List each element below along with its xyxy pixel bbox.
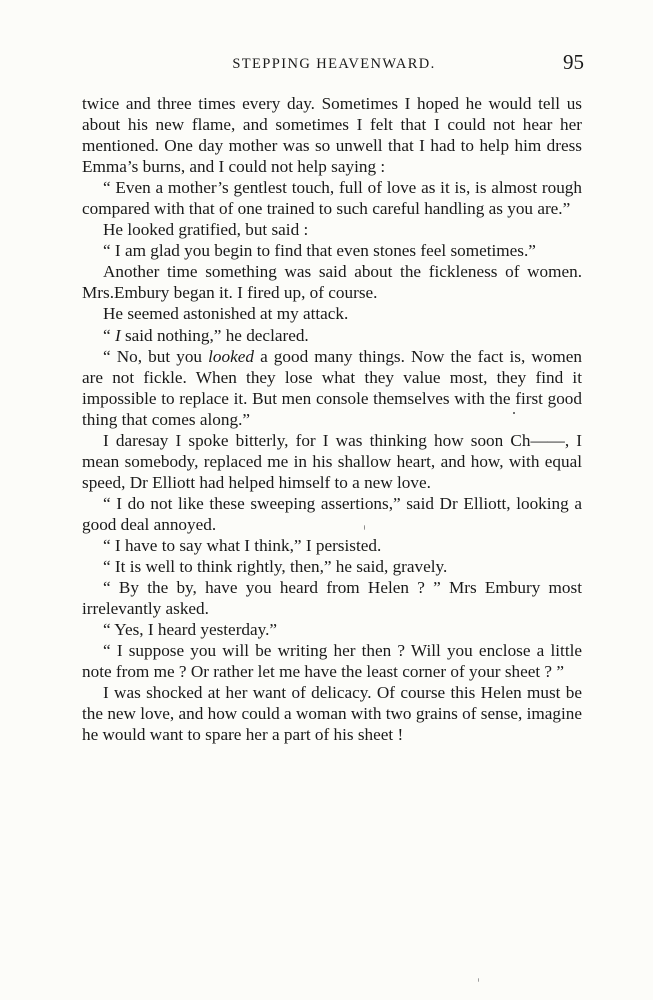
- text-run: Another time something was said about the fickleness of women. Mrs.Embury began it. I fired up, of course.: [82, 262, 582, 303]
- text-run: “: [103, 325, 115, 345]
- text-run: “ Even a mother’s gentlest touch, full of love as it is, is almost rough compared with that of one trained to such careful handling as you are.”: [82, 178, 582, 219]
- paragraph: [82, 577, 582, 619]
- text-run: “ No, but you: [103, 346, 209, 366]
- text-run: a good many things. Now the fact is, women are not fickle. When they lose what they value most, they find it impossible to replace it. But men console themselves with the first good thing that comes along.”: [82, 346, 582, 429]
- page-number: 95: [563, 50, 584, 74]
- paragraph: [82, 619, 582, 640]
- print-speck: [364, 525, 365, 530]
- text-run: He looked gratified, but said :: [103, 220, 309, 240]
- text-run: “ By the by, have you heard from Helen ? ” Mrs Embury most irrelevantly asked.: [82, 578, 582, 619]
- paragraph: [82, 325, 582, 346]
- italic-text: looked: [208, 346, 254, 366]
- print-speck: [478, 978, 479, 982]
- paragraph: [82, 535, 582, 556]
- paragraph: [82, 240, 582, 261]
- paragraph: [82, 93, 582, 177]
- running-title: STEPPING HEAVENWARD.: [232, 56, 436, 72]
- print-speck: [513, 412, 515, 414]
- text-run: He seemed astonished at my attack.: [103, 304, 349, 324]
- text-run: “ I do not like these sweeping assertions,” said Dr Elliott, looking a good deal annoyed.: [82, 493, 582, 534]
- text-run: I was shocked at her want of delicacy. Of course this Helen must be the new love, and how could a woman with two grains of sense, imagine he would want to spare her a part of his sheet !: [82, 683, 582, 745]
- paragraph: [82, 430, 582, 493]
- paragraph: [82, 303, 582, 324]
- text-run: “ I have to say what I think,” I persisted.: [103, 535, 382, 555]
- paragraph: [82, 219, 582, 240]
- paragraph: [82, 261, 582, 303]
- text-run: “ Yes, I heard yesterday.”: [103, 620, 278, 640]
- text-run: “ It is well to think rightly, then,” he said, gravely.: [103, 557, 448, 577]
- text-run: “ I am glad you begin to find that even stones feel sometimes.”: [103, 241, 536, 261]
- paragraph: [82, 346, 582, 430]
- body-text: [82, 93, 582, 745]
- paragraph: [82, 493, 582, 535]
- page-header: [84, 50, 584, 80]
- text-run: “ I suppose you will be writing her then ? Will you enclose a little note from me ? Or rather let me have the least corner of your sheet ? ”: [82, 641, 582, 682]
- paragraph: [82, 556, 582, 577]
- text-run: twice and three times every day. Sometimes I hoped he would tell us about his new flame, and sometimes I felt that I could not hear her mentioned. One day mother was so unwell that I had to help him dress Emma’s burns, and I could not help saying :: [82, 94, 582, 177]
- paragraph: [82, 640, 582, 682]
- text-run: I daresay I spoke bitterly, for I was thinking how soon Ch——, I mean somebody, replaced me in his shallow heart, and how, with equal speed, Dr Elliott had helped himself to a new love.: [82, 430, 582, 492]
- paragraph: [82, 177, 582, 219]
- paragraph: [82, 682, 582, 745]
- italic-text: I: [114, 325, 121, 345]
- text-run: said nothing,” he declared.: [120, 325, 309, 345]
